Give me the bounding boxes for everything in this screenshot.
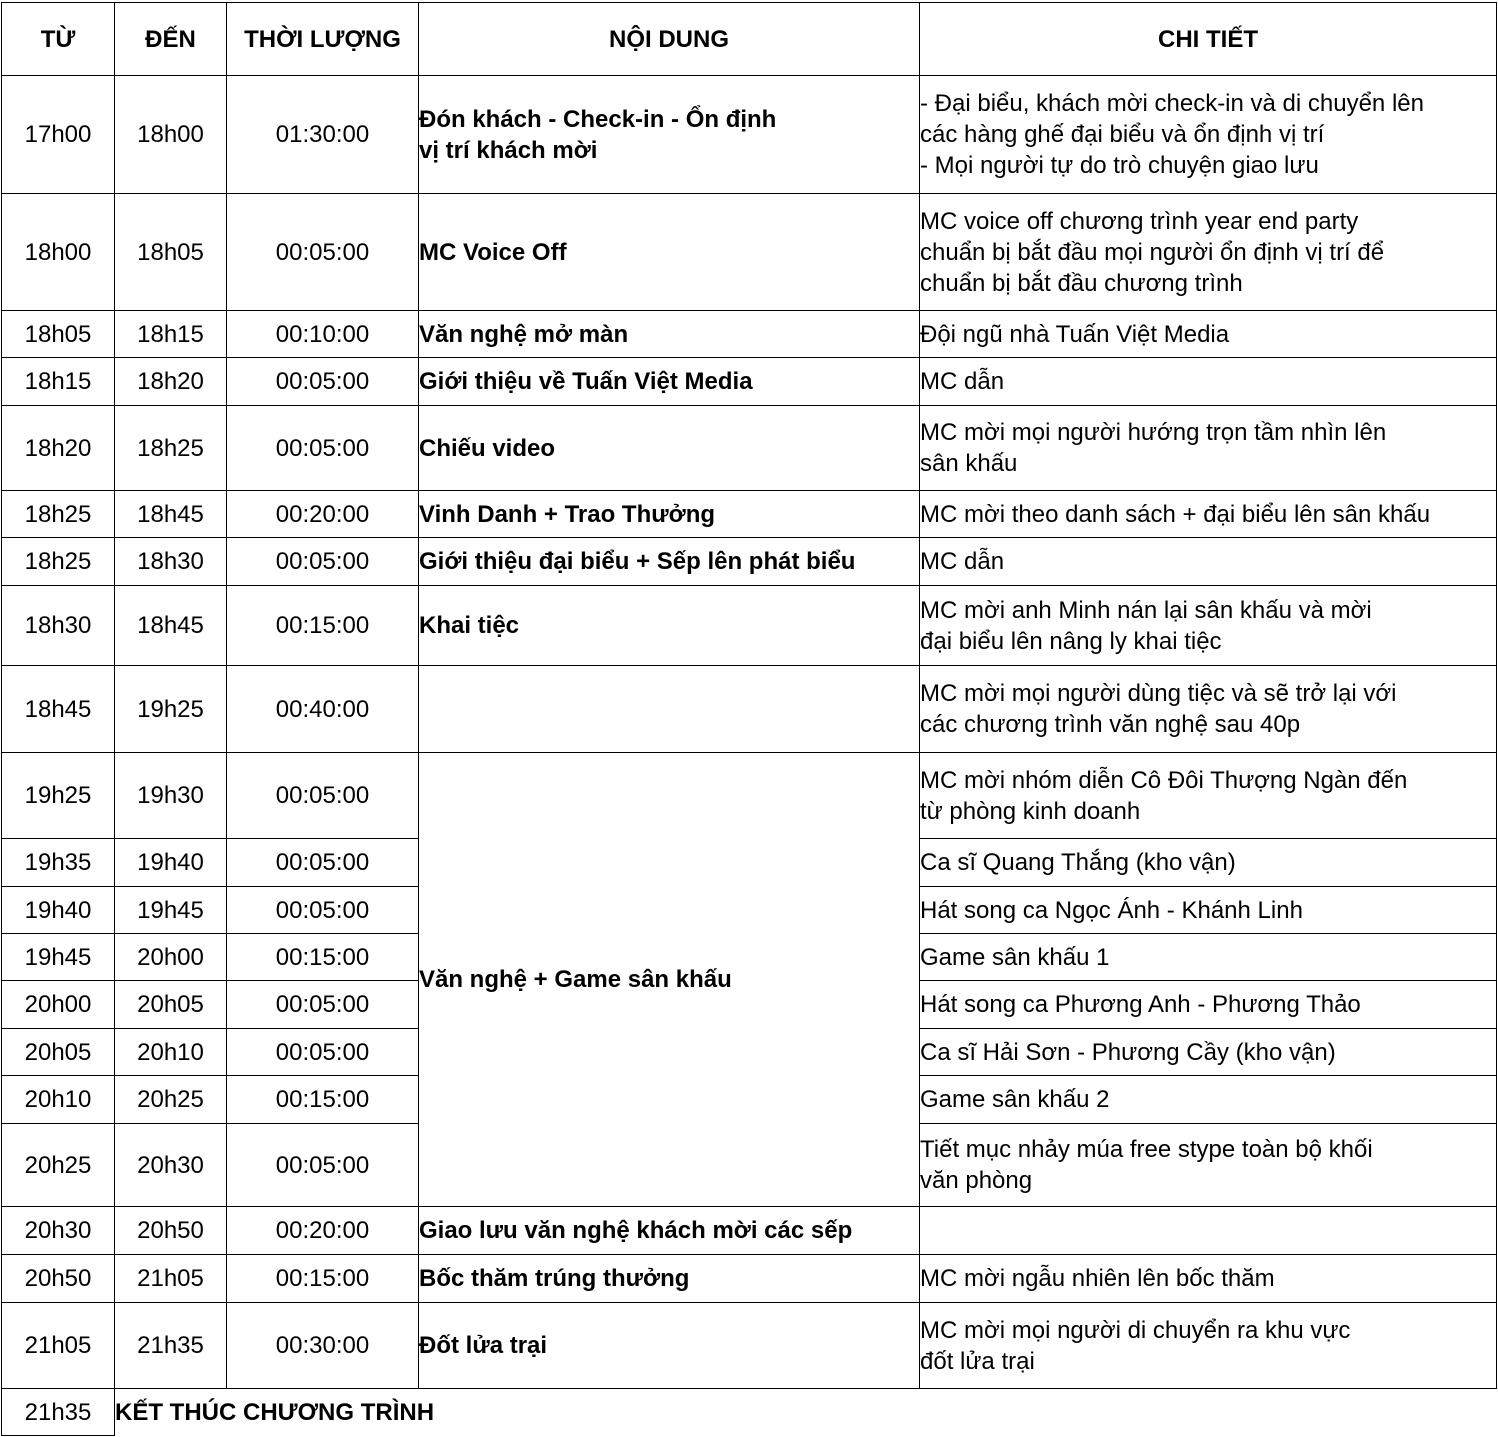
cell-chi-tiet: MC dẫn (920, 538, 1497, 586)
header-thoi-luong: THỜI LƯỢNG (227, 3, 419, 76)
table-row (2, 666, 1497, 753)
cell-noi-dung: Khai tiệc (419, 586, 920, 666)
table-row (2, 358, 1497, 406)
cell-den: 18h45 (115, 491, 227, 538)
cell-thoi-luong: 00:15:00 (227, 1255, 419, 1303)
cell-den: 19h45 (115, 887, 227, 934)
cell-tu: 19h45 (2, 934, 115, 981)
cell-thoi-luong: 01:30:00 (227, 76, 419, 194)
cell-chi-tiet: Hát song ca Phương Anh - Phương Thảo (920, 981, 1497, 1029)
cell-chi-tiet: Đội ngũ nhà Tuấn Việt Media (920, 311, 1497, 358)
cell-chi-tiet: MC voice off chương trình year end party chuẩn bị bắt đầu mọi người ổn định vị trí để chuẩn bị bắt đầu chương trình (920, 194, 1497, 311)
cell-tu: 19h25 (2, 753, 115, 839)
cell-noi-dung: Chiếu video (419, 406, 920, 491)
cell-noi-dung: Giới thiệu đại biểu + Sếp lên phát biểu (419, 538, 920, 586)
cell-chi-tiet: - Đại biểu, khách mời check-in và di chuyển lên các hàng ghế đại biểu và ổn định vị trí - Mọi người tự do trò chuyện giao lưu (920, 76, 1497, 194)
cell-thoi-luong: 00:05:00 (227, 981, 419, 1029)
cell-chi-tiet: MC mời theo danh sách + đại biểu lên sân khấu (920, 491, 1497, 538)
cell-tu: 18h20 (2, 406, 115, 491)
table-row (2, 406, 1497, 491)
cell-thoi-luong: 00:30:00 (227, 1303, 419, 1389)
cell-thoi-luong: 00:05:00 (227, 538, 419, 586)
cell-chi-tiet: MC dẫn (920, 358, 1497, 406)
cell-thoi-luong: 00:05:00 (227, 839, 419, 887)
schedule-table (1, 2, 1497, 1436)
cell-thoi-luong: 00:05:00 (227, 753, 419, 839)
cell-tu: 20h30 (2, 1207, 115, 1255)
cell-thoi-luong: 00:40:00 (227, 666, 419, 753)
cell-tu: 19h35 (2, 839, 115, 887)
cell-noi-dung: Giao lưu văn nghệ khách mời các sếp (419, 1207, 920, 1255)
cell-chi-tiet: MC mời mọi người di chuyển ra khu vực đốt lửa trại (920, 1303, 1497, 1389)
cell-den: 19h25 (115, 666, 227, 753)
cell-chi-tiet: Game sân khấu 1 (920, 934, 1497, 981)
cell-noi-dung: Vinh Danh + Trao Thưởng (419, 491, 920, 538)
table-row (2, 491, 1497, 538)
cell-tu: 18h15 (2, 358, 115, 406)
table-row (2, 586, 1497, 666)
cell-chi-tiet: MC mời ngẫu nhiên lên bốc thăm (920, 1255, 1497, 1303)
cell-den: 20h50 (115, 1207, 227, 1255)
cell-tu: 20h00 (2, 981, 115, 1029)
cell-thoi-luong: 00:20:00 (227, 1207, 419, 1255)
table-row (2, 753, 1497, 839)
cell-den: 19h30 (115, 753, 227, 839)
cell-thoi-luong: 00:10:00 (227, 311, 419, 358)
cell-den: 18h05 (115, 194, 227, 311)
cell-chi-tiet (920, 1207, 1497, 1255)
cell-chi-tiet: Game sân khấu 2 (920, 1076, 1497, 1124)
cell-chi-tiet: MC mời nhóm diễn Cô Đôi Thượng Ngàn đến từ phòng kinh doanh (920, 753, 1497, 839)
cell-den: 21h05 (115, 1255, 227, 1303)
end-row (2, 1389, 1497, 1436)
table-row (2, 538, 1497, 586)
cell-chi-tiet: Tiết mục nhảy múa free stype toàn bộ khối văn phòng (920, 1124, 1497, 1207)
cell-den: 18h30 (115, 538, 227, 586)
cell-tu: 20h10 (2, 1076, 115, 1124)
table-row (2, 311, 1497, 358)
cell-chi-tiet: Ca sĩ Quang Thắng (kho vận) (920, 839, 1497, 887)
cell-thoi-luong: 00:15:00 (227, 586, 419, 666)
cell-noi-dung: Đốt lửa trại (419, 1303, 920, 1389)
cell-tu: 20h25 (2, 1124, 115, 1207)
table-row (2, 1255, 1497, 1303)
cell-thoi-luong: 00:05:00 (227, 406, 419, 491)
cell-den: 20h25 (115, 1076, 227, 1124)
table-row (2, 1207, 1497, 1255)
table-row (2, 1303, 1497, 1389)
cell-den: 20h00 (115, 934, 227, 981)
cell-den: 20h05 (115, 981, 227, 1029)
cell-chi-tiet: Hát song ca Ngọc Ánh - Khánh Linh (920, 887, 1497, 934)
cell-thoi-luong: 00:05:00 (227, 194, 419, 311)
cell-thoi-luong: 00:05:00 (227, 887, 419, 934)
cell-noi-dung: MC Voice Off (419, 194, 920, 311)
cell-noi-dung: Văn nghệ mở màn (419, 311, 920, 358)
cell-chi-tiet: MC mời mọi người hướng trọn tầm nhìn lên sân khấu (920, 406, 1497, 491)
cell-thoi-luong: 00:05:00 (227, 358, 419, 406)
cell-den: 18h15 (115, 311, 227, 358)
table-row (2, 194, 1497, 311)
cell-den: 18h25 (115, 406, 227, 491)
header-tu: TỪ (2, 3, 115, 76)
cell-den: 20h10 (115, 1029, 227, 1076)
cell-chi-tiet: Ca sĩ Hải Sơn - Phương Cầy (kho vận) (920, 1029, 1497, 1076)
cell-den: 18h20 (115, 358, 227, 406)
cell-den: 19h40 (115, 839, 227, 887)
header-noi-dung: NỘI DUNG (419, 3, 920, 76)
cell-tu: 17h00 (2, 76, 115, 194)
cell-tu: 18h05 (2, 311, 115, 358)
cell-thoi-luong: 00:15:00 (227, 1076, 419, 1124)
cell-tu: 20h05 (2, 1029, 115, 1076)
cell-tu: 21h05 (2, 1303, 115, 1389)
cell-noi-dung: Giới thiệu về Tuấn Việt Media (419, 358, 920, 406)
cell-noi-dung (419, 666, 920, 753)
cell-thoi-luong: 00:05:00 (227, 1029, 419, 1076)
cell-tu: 21h35 (2, 1389, 115, 1436)
cell-tu: 18h45 (2, 666, 115, 753)
cell-den: 20h30 (115, 1124, 227, 1207)
program-end-label: KẾT THÚC CHƯƠNG TRÌNH (115, 1389, 1497, 1436)
table-row (2, 76, 1497, 194)
cell-den: 18h45 (115, 586, 227, 666)
cell-den: 18h00 (115, 76, 227, 194)
cell-tu: 19h40 (2, 887, 115, 934)
cell-tu: 20h50 (2, 1255, 115, 1303)
cell-noi-dung: Bốc thăm trúng thưởng (419, 1255, 920, 1303)
header-chi-tiet: CHI TIẾT (920, 3, 1497, 76)
cell-tu: 18h30 (2, 586, 115, 666)
cell-chi-tiet: MC mời mọi người dùng tiệc và sẽ trở lại với các chương trình văn nghệ sau 40p (920, 666, 1497, 753)
cell-tu: 18h25 (2, 491, 115, 538)
cell-den: 21h35 (115, 1303, 227, 1389)
cell-thoi-luong: 00:05:00 (227, 1124, 419, 1207)
cell-thoi-luong: 00:15:00 (227, 934, 419, 981)
cell-noi-dung: Đón khách - Check-in - Ổn định vị trí khách mời (419, 76, 920, 194)
cell-chi-tiet: MC mời anh Minh nán lại sân khấu và mời đại biểu lên nâng ly khai tiệc (920, 586, 1497, 666)
cell-thoi-luong: 00:20:00 (227, 491, 419, 538)
cell-tu: 18h25 (2, 538, 115, 586)
header-den: ĐẾN (115, 3, 227, 76)
cell-tu: 18h00 (2, 194, 115, 311)
header-row (2, 3, 1497, 76)
cell-noi-dung-merged: Văn nghệ + Game sân khấu (419, 753, 920, 1207)
